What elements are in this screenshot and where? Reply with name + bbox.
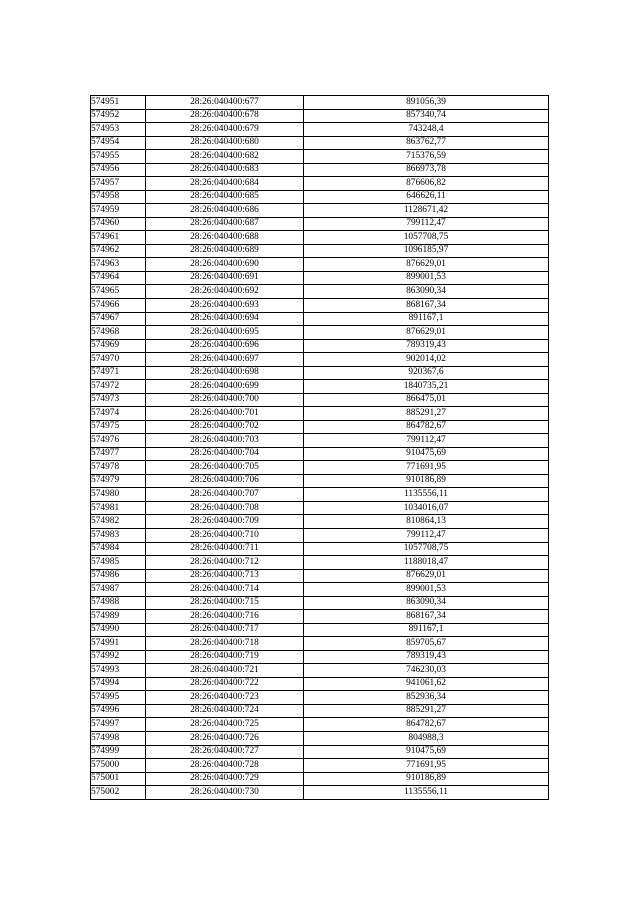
cadastral-number-cell: 28:26:040400:706 — [146, 474, 304, 488]
cadastral-value-cell: 715376,59 — [304, 150, 549, 164]
row-number-cell: 574978 — [91, 461, 146, 475]
cadastral-number-cell: 28:26:040400:704 — [146, 447, 304, 461]
cadastral-value-cell: 743248,4 — [304, 123, 549, 137]
row-number-cell: 574990 — [91, 623, 146, 637]
cadastral-value-cell: 810864,13 — [304, 515, 549, 529]
row-number-cell: 574962 — [91, 244, 146, 258]
row-number-cell: 574996 — [91, 704, 146, 718]
cadastral-value-cell: 864782,67 — [304, 420, 549, 434]
row-number-cell: 574983 — [91, 529, 146, 543]
cadastral-value-cell: 799112,47 — [304, 217, 549, 231]
cadastral-value-cell: 1128671,42 — [304, 204, 549, 218]
cadastral-number-cell: 28:26:040400:684 — [146, 177, 304, 191]
table-row — [91, 637, 549, 651]
table-row — [91, 583, 549, 597]
row-number-cell: 574960 — [91, 217, 146, 231]
cadastral-number-cell: 28:26:040400:688 — [146, 231, 304, 245]
row-number-cell: 574995 — [91, 691, 146, 705]
cadastral-value-cell: 1057708,75 — [304, 542, 549, 556]
cadastral-value-cell: 891056,39 — [304, 96, 549, 110]
row-number-cell: 574991 — [91, 637, 146, 651]
table-row — [91, 258, 549, 272]
row-number-cell: 574975 — [91, 420, 146, 434]
table-row — [91, 136, 549, 150]
row-number-cell: 574972 — [91, 380, 146, 394]
cadastral-number-cell: 28:26:040400:725 — [146, 718, 304, 732]
cadastral-value-cell: 910475,69 — [304, 447, 549, 461]
cadastral-value-cell: 804988,3 — [304, 731, 549, 745]
cadastral-number-cell: 28:26:040400:709 — [146, 515, 304, 529]
table-row — [91, 420, 549, 434]
cadastral-number-cell: 28:26:040400:727 — [146, 745, 304, 759]
row-number-cell: 574957 — [91, 177, 146, 191]
cadastral-value-cell: 863090,34 — [304, 596, 549, 610]
row-number-cell: 574966 — [91, 298, 146, 312]
cadastral-value-cell: 789319,43 — [304, 650, 549, 664]
cadastral-number-cell: 28:26:040400:728 — [146, 759, 304, 773]
row-number-cell: 575002 — [91, 786, 146, 800]
cadastral-number-cell: 28:26:040400:726 — [146, 731, 304, 745]
table-row — [91, 731, 549, 745]
cadastral-number-cell: 28:26:040400:723 — [146, 691, 304, 705]
row-number-cell: 574997 — [91, 718, 146, 732]
cadastral-value-cell: 1135556,11 — [304, 488, 549, 502]
cadastral-value-cell: 920367,6 — [304, 366, 549, 380]
table-row — [91, 718, 549, 732]
row-number-cell: 575000 — [91, 759, 146, 773]
table-row — [91, 407, 549, 421]
cadastral-number-cell: 28:26:040400:713 — [146, 569, 304, 583]
table-row — [91, 366, 549, 380]
table-row — [91, 488, 549, 502]
table-row — [91, 393, 549, 407]
row-number-cell: 574970 — [91, 353, 146, 367]
cadastral-number-cell: 28:26:040400:722 — [146, 677, 304, 691]
row-number-cell: 574955 — [91, 150, 146, 164]
cadastral-number-cell: 28:26:040400:695 — [146, 326, 304, 340]
table-row — [91, 704, 549, 718]
cadastral-number-cell: 28:26:040400:730 — [146, 786, 304, 800]
cadastral-value-cell: 868167,34 — [304, 298, 549, 312]
cadastral-value-cell: 876629,01 — [304, 569, 549, 583]
table-row — [91, 326, 549, 340]
row-number-cell: 574969 — [91, 339, 146, 353]
cadastral-value-cell: 891167,1 — [304, 312, 549, 326]
row-number-cell: 574984 — [91, 542, 146, 556]
cadastral-number-cell: 28:26:040400:721 — [146, 664, 304, 678]
cadastral-number-cell: 28:26:040400:685 — [146, 190, 304, 204]
row-number-cell: 575001 — [91, 772, 146, 786]
table-row — [91, 474, 549, 488]
cadastral-value-cell: 1057708,75 — [304, 231, 549, 245]
row-number-cell: 574977 — [91, 447, 146, 461]
row-number-cell: 574971 — [91, 366, 146, 380]
cadastral-value-cell: 859705,67 — [304, 637, 549, 651]
row-number-cell: 574961 — [91, 231, 146, 245]
table-row — [91, 542, 549, 556]
cadastral-value-cell: 1034016,07 — [304, 501, 549, 515]
cadastral-value-cell: 941061,62 — [304, 677, 549, 691]
row-number-cell: 574979 — [91, 474, 146, 488]
cadastral-number-cell: 28:26:040400:705 — [146, 461, 304, 475]
cadastral-value-cell: 910475,69 — [304, 745, 549, 759]
row-number-cell: 574982 — [91, 515, 146, 529]
cadastral-number-cell: 28:26:040400:691 — [146, 271, 304, 285]
cadastral-number-cell: 28:26:040400:689 — [146, 244, 304, 258]
cadastral-number-cell: 28:26:040400:687 — [146, 217, 304, 231]
cadastral-number-cell: 28:26:040400:712 — [146, 556, 304, 570]
cadastral-number-cell: 28:26:040400:683 — [146, 163, 304, 177]
table-row — [91, 501, 549, 515]
cadastral-value-cell: 789319,43 — [304, 339, 549, 353]
cadastral-value-cell: 799112,47 — [304, 434, 549, 448]
cadastral-number-cell: 28:26:040400:696 — [146, 339, 304, 353]
cadastral-value-cell: 876629,01 — [304, 258, 549, 272]
cadastral-value-cell: 852936,34 — [304, 691, 549, 705]
table-row — [91, 339, 549, 353]
row-number-cell: 574963 — [91, 258, 146, 272]
cadastral-number-cell: 28:26:040400:690 — [146, 258, 304, 272]
cadastral-value-cell: 876606,82 — [304, 177, 549, 191]
cadastral-number-cell: 28:26:040400:702 — [146, 420, 304, 434]
table-row — [91, 677, 549, 691]
row-number-cell: 574951 — [91, 96, 146, 110]
cadastral-number-cell: 28:26:040400:692 — [146, 285, 304, 299]
cadastral-number-cell: 28:26:040400:686 — [146, 204, 304, 218]
table-row — [91, 380, 549, 394]
row-number-cell: 574964 — [91, 271, 146, 285]
table-row — [91, 461, 549, 475]
document-page — [90, 95, 549, 800]
table-row — [91, 190, 549, 204]
table-row — [91, 447, 549, 461]
table-row — [91, 515, 549, 529]
row-number-cell: 574953 — [91, 123, 146, 137]
cadastral-number-cell: 28:26:040400:697 — [146, 353, 304, 367]
table-row — [91, 298, 549, 312]
row-number-cell: 574973 — [91, 393, 146, 407]
row-number-cell: 574967 — [91, 312, 146, 326]
table-row — [91, 163, 549, 177]
cadastral-value-cell: 771691,95 — [304, 461, 549, 475]
table-row — [91, 271, 549, 285]
table-row — [91, 177, 549, 191]
cadastral-value-cell: 902014,02 — [304, 353, 549, 367]
cadastral-value-cell: 1096185,97 — [304, 244, 549, 258]
cadastral-number-cell: 28:26:040400:700 — [146, 393, 304, 407]
cadastral-number-cell: 28:26:040400:714 — [146, 583, 304, 597]
cadastral-number-cell: 28:26:040400:719 — [146, 650, 304, 664]
cadastral-value-cell: 885291,27 — [304, 407, 549, 421]
table-row — [91, 623, 549, 637]
cadastral-value-cell: 899001,53 — [304, 583, 549, 597]
table-row — [91, 664, 549, 678]
table-row — [91, 353, 549, 367]
cadastral-value-cell: 866973,78 — [304, 163, 549, 177]
table-body — [91, 96, 549, 800]
table-row — [91, 745, 549, 759]
cadastral-number-cell: 28:26:040400:717 — [146, 623, 304, 637]
table-row — [91, 691, 549, 705]
cadastral-value-cell: 1840735,21 — [304, 380, 549, 394]
row-number-cell: 574956 — [91, 163, 146, 177]
cadastral-value-cell: 891167,1 — [304, 623, 549, 637]
row-number-cell: 574980 — [91, 488, 146, 502]
cadastral-value-cell: 910186,89 — [304, 474, 549, 488]
table-row — [91, 244, 549, 258]
cadastral-value-cell: 864782,67 — [304, 718, 549, 732]
row-number-cell: 574992 — [91, 650, 146, 664]
row-number-cell: 574989 — [91, 610, 146, 624]
cadastral-number-cell: 28:26:040400:678 — [146, 109, 304, 123]
table-row — [91, 650, 549, 664]
cadastral-value-cell: 910186,89 — [304, 772, 549, 786]
cadastral-number-cell: 28:26:040400:716 — [146, 610, 304, 624]
table-row — [91, 529, 549, 543]
table-row — [91, 204, 549, 218]
row-number-cell: 574959 — [91, 204, 146, 218]
table-row — [91, 556, 549, 570]
table-row — [91, 569, 549, 583]
cadastral-number-cell: 28:26:040400:718 — [146, 637, 304, 651]
row-number-cell: 574986 — [91, 569, 146, 583]
row-number-cell: 574954 — [91, 136, 146, 150]
table-row — [91, 231, 549, 245]
cadastral-number-cell: 28:26:040400:708 — [146, 501, 304, 515]
cadastral-value-cell: 857340,74 — [304, 109, 549, 123]
row-number-cell: 574994 — [91, 677, 146, 691]
cadastral-value-cell: 646626,11 — [304, 190, 549, 204]
row-number-cell: 574985 — [91, 556, 146, 570]
table-row — [91, 786, 549, 800]
table-row — [91, 434, 549, 448]
cadastral-value-cell: 899001,53 — [304, 271, 549, 285]
row-number-cell: 574999 — [91, 745, 146, 759]
cadastral-value-cell: 876629,01 — [304, 326, 549, 340]
cadastral-number-cell: 28:26:040400:679 — [146, 123, 304, 137]
table-row — [91, 96, 549, 110]
cadastral-number-cell: 28:26:040400:724 — [146, 704, 304, 718]
row-number-cell: 574976 — [91, 434, 146, 448]
cadastral-value-cell: 863090,34 — [304, 285, 549, 299]
cadastral-number-cell: 28:26:040400:707 — [146, 488, 304, 502]
table-row — [91, 759, 549, 773]
cadastral-number-cell: 28:26:040400:677 — [146, 96, 304, 110]
cadastral-number-cell: 28:26:040400:698 — [146, 366, 304, 380]
row-number-cell: 574952 — [91, 109, 146, 123]
cadastral-number-cell: 28:26:040400:711 — [146, 542, 304, 556]
cadastral-value-table — [90, 95, 549, 800]
table-row — [91, 596, 549, 610]
row-number-cell: 574993 — [91, 664, 146, 678]
cadastral-number-cell: 28:26:040400:680 — [146, 136, 304, 150]
cadastral-number-cell: 28:26:040400:729 — [146, 772, 304, 786]
table-row — [91, 217, 549, 231]
cadastral-value-cell: 771691,95 — [304, 759, 549, 773]
cadastral-value-cell: 866475,01 — [304, 393, 549, 407]
cadastral-value-cell: 1188018,47 — [304, 556, 549, 570]
row-number-cell: 574981 — [91, 501, 146, 515]
table-row — [91, 285, 549, 299]
cadastral-number-cell: 28:26:040400:710 — [146, 529, 304, 543]
cadastral-value-cell: 868167,34 — [304, 610, 549, 624]
table-row — [91, 150, 549, 164]
row-number-cell: 574968 — [91, 326, 146, 340]
cadastral-number-cell: 28:26:040400:682 — [146, 150, 304, 164]
table-row — [91, 610, 549, 624]
cadastral-number-cell: 28:26:040400:701 — [146, 407, 304, 421]
row-number-cell: 574988 — [91, 596, 146, 610]
cadastral-value-cell: 1135556,11 — [304, 786, 549, 800]
row-number-cell: 574965 — [91, 285, 146, 299]
cadastral-value-cell: 885291,27 — [304, 704, 549, 718]
row-number-cell: 574998 — [91, 731, 146, 745]
cadastral-value-cell: 799112,47 — [304, 529, 549, 543]
cadastral-number-cell: 28:26:040400:694 — [146, 312, 304, 326]
table-row — [91, 109, 549, 123]
cadastral-value-cell: 746230,03 — [304, 664, 549, 678]
cadastral-number-cell: 28:26:040400:699 — [146, 380, 304, 394]
row-number-cell: 574974 — [91, 407, 146, 421]
cadastral-value-cell: 863762,77 — [304, 136, 549, 150]
cadastral-number-cell: 28:26:040400:693 — [146, 298, 304, 312]
row-number-cell: 574958 — [91, 190, 146, 204]
cadastral-number-cell: 28:26:040400:703 — [146, 434, 304, 448]
table-row — [91, 312, 549, 326]
row-number-cell: 574987 — [91, 583, 146, 597]
table-row — [91, 123, 549, 137]
cadastral-number-cell: 28:26:040400:715 — [146, 596, 304, 610]
table-row — [91, 772, 549, 786]
